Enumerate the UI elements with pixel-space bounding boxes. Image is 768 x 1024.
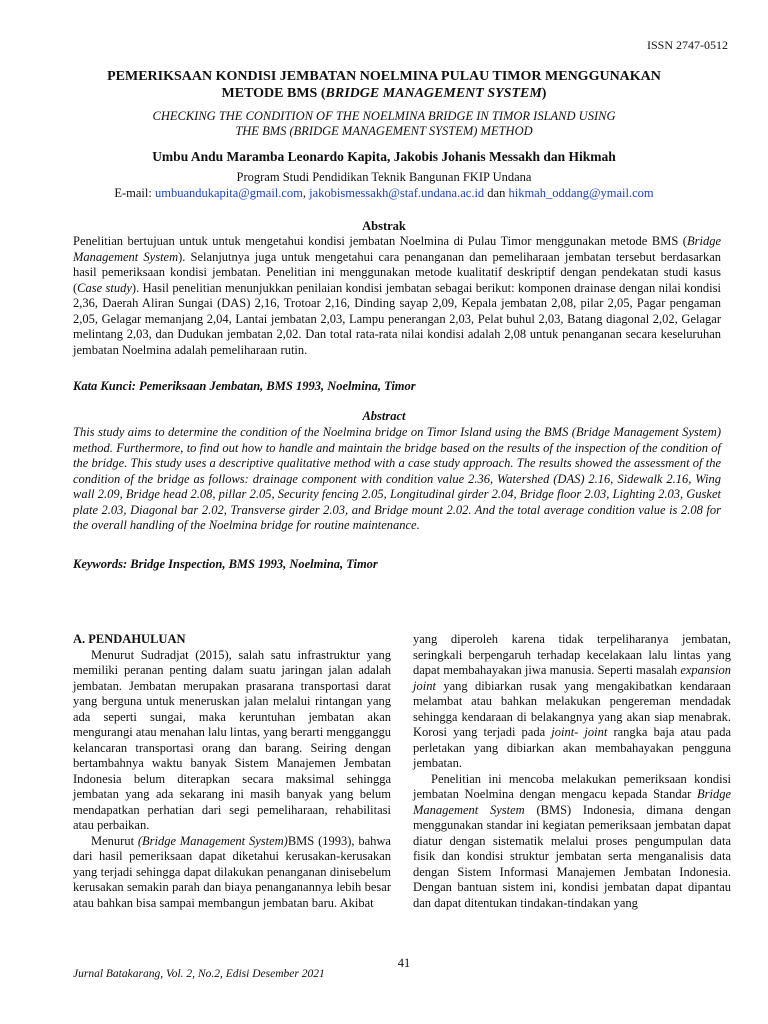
keywords-label: Keywords:: [73, 557, 128, 571]
email-sep-1: ,: [302, 186, 310, 200]
affiliation: Program Studi Pendidikan Teknik Bangunan FKIP Undana: [236, 170, 532, 184]
right-paragraph-1: [413, 632, 731, 772]
email-link-2[interactable]: jakobismessakh@staf.undana.ac.id: [309, 186, 485, 200]
abstrak-italic-1: Bridge Management System: [73, 234, 721, 264]
kata-kunci-value: Pemeriksaan Jembatan, BMS 1993, Noelmina, Timor: [135, 379, 416, 393]
right-paragraph-2: [413, 772, 731, 912]
right-p1-italic-1: expansion joint: [413, 663, 731, 693]
abstrak-italic-2: Case study: [77, 280, 132, 295]
left-paragraph-1: Menurut Sudradjat (2015), salah satu infrastruktur yang memiliki peranan penting dalam suatu jaringan jalan adalah jembatan. Jembatan merupakan prasarana transportasi darat yang berguna untuk meneruskan jalan melalui rintangan yang ada seperti sungai, maka keruntuhan jembatan akan mengurangi atau menahan lalu lintas, yang berarti mengganggu kelancaran transportasi orang dan barang. Seiring dengan bertambahnya waktu banyak Sistem Manajemen Jembatan Indonesia belum diterapkan secara maksimal sehingga jembatan yang ada sekarang ini masih banyak yang belum mendapatkan perhatian dari segi pemeliharaan, rehabilitasi atau perbaikan.: [73, 647, 391, 832]
left-p2-italic: (Bridge Management System): [137, 833, 288, 848]
english-title: [60, 109, 708, 139]
page-number: 41: [397, 956, 411, 970]
right-p1-c: rangka baja atau pada perletakan yang dibiarkan akan membahayakan pengguna jembatan.: [413, 725, 731, 770]
right-p1-b: yang dibiarkan rusak yang mengakibatkan kendaraan melambat atau bahkan melakukan pengereman mendadak sehingga kendaraan di belakangnya yang akan siap menabrak. Korosi yang terjadi pada: [413, 678, 731, 739]
email-sep-2: dan: [484, 186, 509, 200]
issn-label: ISSN 2747-0512: [646, 38, 728, 52]
email-label: E-mail:: [114, 186, 155, 200]
title-line-2-prefix: METODE BMS (: [221, 86, 326, 101]
title-line-2-suffix: ): [541, 86, 547, 101]
title-line-1: PEMERIKSAAN KONDISI JEMBATAN NOELMINA PULAU TIMOR MENGGUNAKAN: [107, 69, 661, 84]
right-p2-b: (BMS) Indonesia, dimana dengan menggunakan standar ini kegiatan pemeriksaan jembatan dapat diatur dengan sistematik melalui proses pengumpulan data fisik dan kondisi struktur jembatan serta menganalisis data dengan Sistem Informasi Manajemen Jembatan Indonesia. Dengan bantuan sistem ini, kondisi jembatan dapat dipantau dan dapat ditentukan tindakan-tindakan yang: [413, 802, 731, 910]
keywords: [73, 557, 721, 572]
subtitle-line-2: THE BMS (BRIDGE MANAGEMENT SYSTEM) METHOD: [235, 124, 533, 138]
right-column: [413, 632, 731, 911]
right-p1-italic-2: joint- joint: [551, 725, 608, 739]
abstract-body: This study aims to determine the condition of the Noelmina bridge on Timor Island using the BMS (Bridge Management System) method. Furthermore, to find out how to handle and maintain the bridge based on the results of the inspection of the condition of the bridge. This study uses a descriptive qualitative method with a case study approach. The results showed the assessment of the condition of the bridge as follows: drainage component with condition value 2.36, Watershed (DAS) 2.16, Sidewalk 2.16, Wing wall 2.09, Bridge head 2.08, pillar 2.05, Security fencing 2.05, Longitudinal girder 2.04, Bridge floor 2.03, Lighting 2.03, Gusket plate 2.03, Diagonal bar 2.02, Transverse girder 2.03, and Bridge mount 2.02. And the total average condition value is 2.08 for the overall handling of the Noelmina bridge for routine maintenance.: [73, 425, 721, 532]
title-line-2: [40, 85, 728, 102]
right-p2-a: Penelitian ini mencoba melakukan pemeriksaan kondisi jembatan Noelmina dengan mengacu kepada Standar: [413, 771, 731, 801]
abstrak-heading: Abstrak: [362, 219, 406, 233]
kata-kunci: [73, 379, 721, 394]
abstrak-body: [73, 234, 721, 358]
journal-footer: Jurnal Batakarang, Vol. 2, No.2, Edisi Desember 2021: [73, 968, 325, 980]
left-paragraph-2: [73, 834, 391, 912]
authors: Umbu Andu Maramba Leonardo Kapita, Jakobis Johanis Messakh dan Hikmah: [152, 149, 616, 164]
abstract-heading: Abstract: [362, 409, 406, 423]
title-line-2-italic: BRIDGE MANAGEMENT SYSTEM: [325, 86, 542, 101]
email-line: [40, 186, 728, 201]
keywords-value: Bridge Inspection, BMS 1993, Noelmina, Timor: [127, 557, 378, 571]
kata-kunci-label: Kata Kunci:: [73, 379, 136, 393]
left-p2-prefix: Menurut: [91, 833, 138, 848]
email-link-3[interactable]: hikmah_oddang@ymail.com: [508, 186, 654, 200]
section-heading: A. PENDAHULUAN: [73, 632, 186, 646]
paper-title: [40, 68, 728, 102]
abstrak-text-2: ). Selanjutnya juga untuk mengetahui cara penanganan dan pemeliharaan jembatan tersebut berdasarkan hasil pemeriksaan kondisi jembatan. Penelitian ini menggunakan metode kualitatif deskriptif dengan pendekatan studi kasus (: [73, 249, 721, 295]
right-p1-a: yang diperoleh karena tidak terpeliharanya jembatan, seringkali berpengaruh terhadap kecelakaan lalu lintas yang dapat membahayakan jiwa manusia. Seperti masalah: [413, 632, 731, 677]
right-p2-italic: Bridge Management System: [413, 787, 731, 817]
subtitle-line-1: CHECKING THE CONDITION OF THE NOELMINA BRIDGE IN TIMOR ISLAND USING: [152, 109, 616, 123]
abstrak-text-1: Penelitian bertujuan untuk untuk mengetahui kondisi jembatan Noelmina di Pulau Timor menggunakan metode BMS (: [73, 234, 687, 248]
left-column: [73, 632, 391, 911]
left-p2-rest: BMS (1993), bahwa dari hasil pemeriksaan dapat diketahui kerusakan-kerusakan yang terjadi sehingga dapat dilakukan penanganan dinisebelum kerusakan semakin parah dan biaya penanganannya lebih besar atau bahkan bisa sampai membangun jembatan baru. Akibat: [73, 833, 391, 910]
abstrak-text-3: ). Hasil penelitian menunjukkan penilaian kondisi jembatan sebagai berikut: komponen drainase dengan nilai kondisi 2,36, Daerah Aliran Sungai (DAS) 2,16, Trotoar 2,16, Dinding sayap 2,09, Kepala jembatan 2,08, pilar 2,05, Pagar pengaman 2,05, Gelagar memanjang 2,04, Lantai jembatan 2,03, Lampu penerangan 2,03, Pelat buhul 2,03, Batang diagonal 2,02, Gelagar melintang 2,03, dan Dudukan jembatan 2,02. Dan total rata-rata nilai kondisi adalah 2,08 untuk penanganan secara keseluruhan jembatan Noelmina adalah pemeliharaan rutin.: [73, 280, 721, 357]
email-link-1[interactable]: umbuandukapita@gmail.com: [154, 186, 303, 200]
